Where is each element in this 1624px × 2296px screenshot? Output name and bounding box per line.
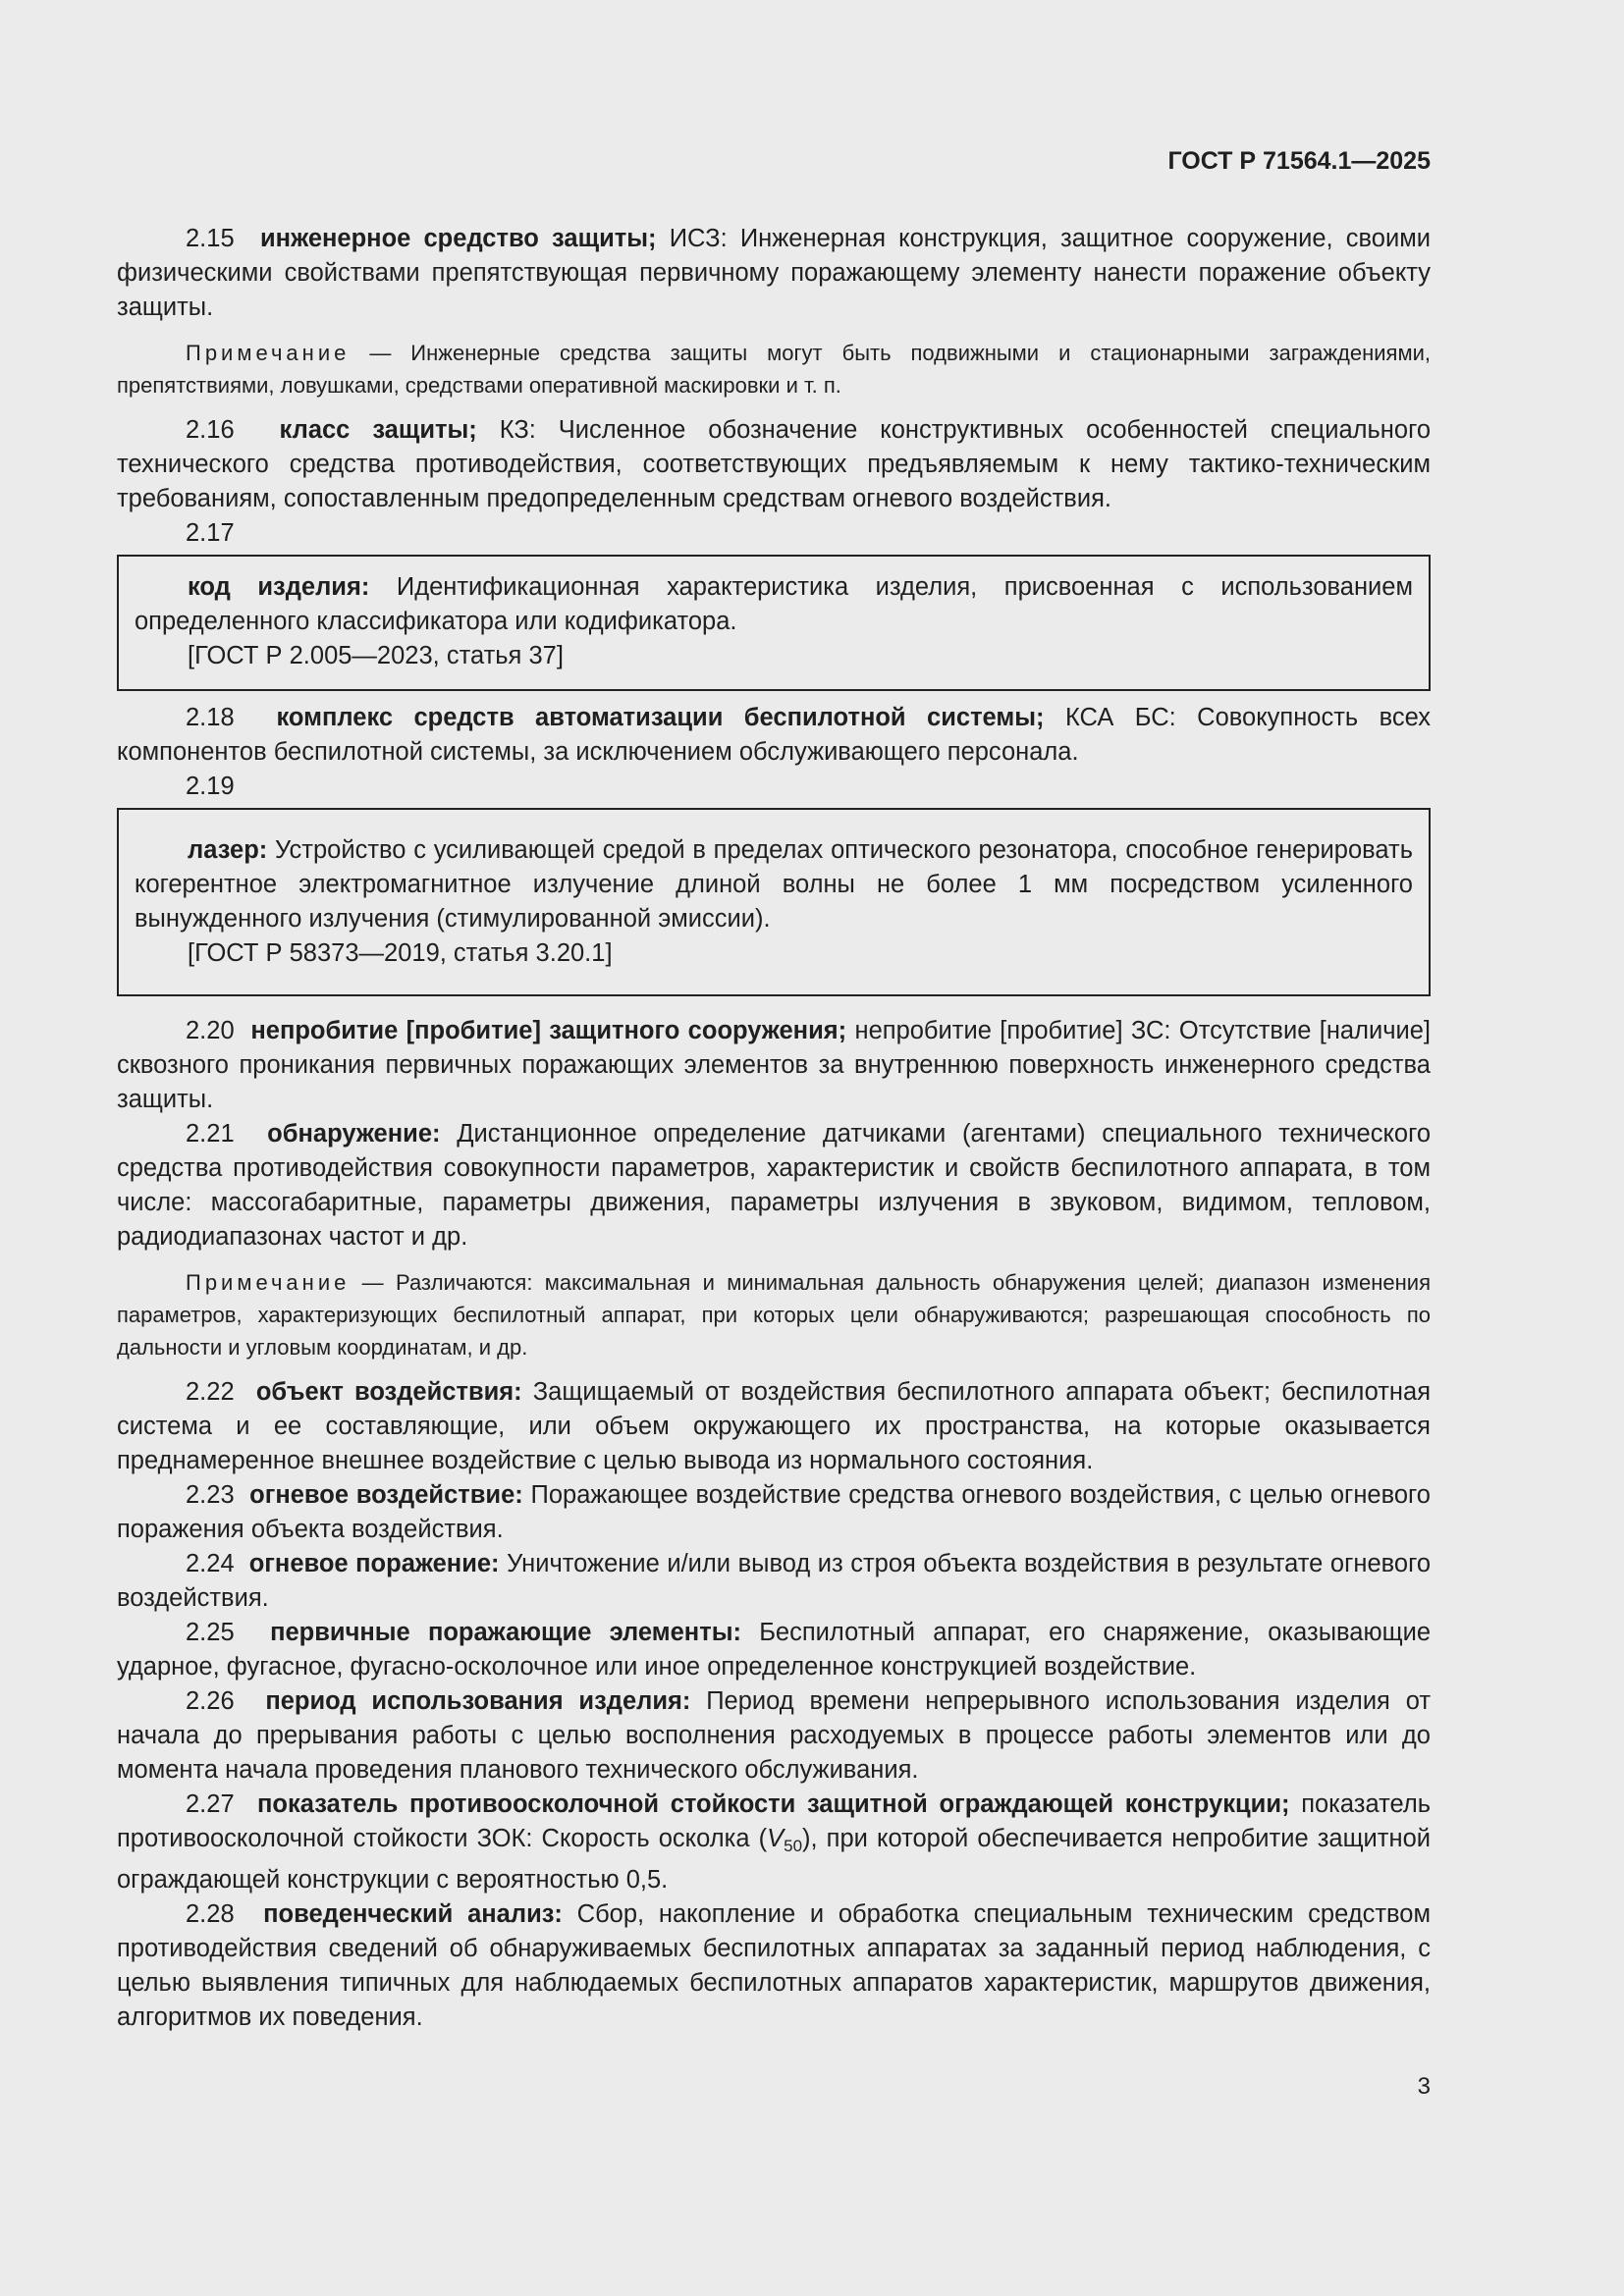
entry-2-27 <box>117 1788 1431 1897</box>
entry-number: 2.28 <box>186 1900 235 1928</box>
source-reference: [ГОСТ Р 58373—2019, статья 3.20.1] <box>188 939 613 967</box>
entry-definition: Дистанционное определение датчиками (агентами) специального технического средства противодействия совокупности параметров, характеристик и свойств беспилотного аппарата, в том числе: массогабаритные, параметры движения, параметры излучения в звуковом, видимом, тепловом, радиодиапазонах частот и др. <box>117 1120 1432 1251</box>
entry-number: 2.23 <box>186 1481 235 1509</box>
entry-term: огневое поражение: <box>248 1550 500 1577</box>
entry-2-19-number: 2.19 <box>186 773 235 800</box>
entry-definition-part: ), при которой обеспечивается непробитие защитной ограждающей конструкции с вероятностью 0,5. <box>117 1825 1431 1894</box>
entry-2-17 <box>135 570 1413 639</box>
entry-number: 2.18 <box>186 704 235 731</box>
note-label: Примечание <box>186 341 351 365</box>
entry-number: 2.24 <box>186 1550 235 1577</box>
entry-definition: КСА БС: Совокупность всех компонентов беспилотной системы, за исключением обслуживающего персонала. <box>117 704 1431 766</box>
entry-definition: Сбор, накопление и обработка специальным техническим средством противодействия сведений об обнаруживаемых беспилотных аппаратах за заданный период наблюдения, с целью выявления типичных для наблюдаемых беспилотных аппаратов характеристик, маршрутов движения, алгоритмов их поведения. <box>117 1900 1432 2031</box>
entry-definition: ИСЗ: Инженерная конструкция, защитное сооружение, своими физическими свойствами препятствующая первичному поражающему элементу нанести поражение объекту защиты. <box>117 225 1431 321</box>
entry-2-15 <box>117 222 1431 325</box>
entry-term: обнаружение: <box>267 1120 441 1148</box>
entry-2-22 <box>117 1375 1431 1478</box>
entry-2-19-box <box>117 808 1431 996</box>
entry-definition: Идентификационная характеристика изделия, присвоенная с использованием определенного классификатора или кодификатора. <box>135 573 1413 635</box>
entry-term: огневое воздействие: <box>249 1481 523 1509</box>
document-code-header: ГОСТ Р 71564.1—2025 <box>1167 147 1431 175</box>
velocity-subscript: 50 <box>784 1837 803 1855</box>
entry-number: 2.27 <box>186 1790 235 1818</box>
entry-2-28 <box>117 1897 1431 2035</box>
entry-term: непробитие [пробитие] защитного сооружения; <box>250 1017 847 1044</box>
entry-definition: КЗ: Численное обозначение конструктивных особенностей специального технического средства противодействия, соответствующих предъявляемым к нему тактико-техническим требованиям, сопоставленным предопределенным средствам огневого воздействия. <box>117 416 1431 512</box>
note-text: — Различаются: максимальная и минимальная дальность обнаружения целей; диапазон изменения параметров, характеризующих беспилотный аппарат, при которых цели обнаруживаются; разрешающая способность по дальности и угловым координатам, и др. <box>117 1270 1431 1360</box>
entry-definition: Уничтожение и/или вывод из строя объекта воздействия в результате огневого воздействия. <box>117 1550 1432 1612</box>
entry-2-25 <box>117 1616 1431 1684</box>
velocity-symbol: V <box>767 1825 785 1852</box>
entry-term: комплекс средств автоматизации беспилотной системы; <box>276 704 1045 731</box>
entry-term: показатель противоосколочной стойкости защитной ограждающей конструкции; <box>257 1790 1290 1818</box>
entry-term: период использования изделия: <box>265 1687 691 1715</box>
entry-term: поведенческий анализ: <box>263 1900 563 1928</box>
entry-definition: Период времени непрерывного использования изделия от начала до прерывания работы с целью восполнения расходуемых в процессе работы элементов или до момента начала проведения планового технического обслуживания. <box>117 1687 1431 1784</box>
entry-2-16 <box>117 413 1431 516</box>
entry-definition: непробитие [пробитие] ЗС: Отсутствие [наличие] сквозного проникания первичных поражающих элементов за внутреннюю поверхность инженерного средства защиты. <box>117 1017 1432 1113</box>
page-number: 3 <box>1417 2073 1431 2100</box>
entry-2-26 <box>117 1684 1431 1788</box>
entry-term: первичные поражающие элементы: <box>270 1619 741 1646</box>
note-2-21 <box>117 1266 1431 1363</box>
entry-2-24 <box>117 1547 1431 1616</box>
entry-term: инженерное средство защиты; <box>260 225 657 252</box>
entry-term: класс защиты; <box>279 416 477 444</box>
entry-definition-part: показатель противоосколочной стойкости ЗОК: Скорость осколка ( <box>117 1790 1431 1852</box>
entry-term: лазер: <box>188 836 268 864</box>
note-label: Примечание <box>186 1270 351 1295</box>
entry-2-20 <box>117 1014 1431 1117</box>
entry-2-17-number: 2.17 <box>186 519 235 547</box>
source-reference: [ГОСТ Р 2.005—2023, статья 37] <box>188 642 564 669</box>
entry-2-21 <box>117 1117 1431 1255</box>
entry-2-19 <box>135 833 1413 936</box>
entry-2-23 <box>117 1478 1431 1547</box>
entry-term: код изделия: <box>188 573 370 601</box>
entry-number: 2.20 <box>186 1017 235 1044</box>
note-2-15 <box>117 337 1431 401</box>
entry-definition: Беспилотный аппарат, его снаряжение, оказывающие ударное, фугасное, фугасно-осколочное или иное определенное конструкцией воздействие. <box>117 1619 1432 1681</box>
document-body <box>117 222 1431 2035</box>
entry-definition: Защищаемый от воздействия беспилотного аппарата объект; беспилотная система и ее составляющие, или объем окружающего их пространства, на которые оказывается преднамеренное внешнее воздействие с целью вывода из нормального состояния. <box>117 1378 1431 1474</box>
entry-2-17-box <box>117 555 1431 691</box>
entry-number: 2.16 <box>186 416 235 444</box>
entry-term: объект воздействия: <box>255 1378 522 1406</box>
entry-number: 2.26 <box>186 1687 235 1715</box>
entry-number: 2.15 <box>186 225 235 252</box>
entry-2-18 <box>117 701 1431 770</box>
entry-number: 2.25 <box>186 1619 235 1646</box>
entry-number: 2.21 <box>186 1120 235 1148</box>
entry-definition: Поражающее воздействие средства огневого воздействия, с целью огневого поражения объекта воздействия. <box>117 1481 1431 1543</box>
entry-number: 2.22 <box>186 1378 235 1406</box>
note-text: — Инженерные средства защиты могут быть подвижными и стационарными заграждениями, препятствиями, ловушками, средствами оперативной маскировки и т. п. <box>117 341 1431 398</box>
entry-definition: Устройство с усиливающей средой в пределах оптического резонатора, способное генерировать когерентное электромагнитное излучение длиной волны не более 1 мм посредством усиленного вынужденного излучения (стимулированной эмиссии). <box>135 836 1413 933</box>
